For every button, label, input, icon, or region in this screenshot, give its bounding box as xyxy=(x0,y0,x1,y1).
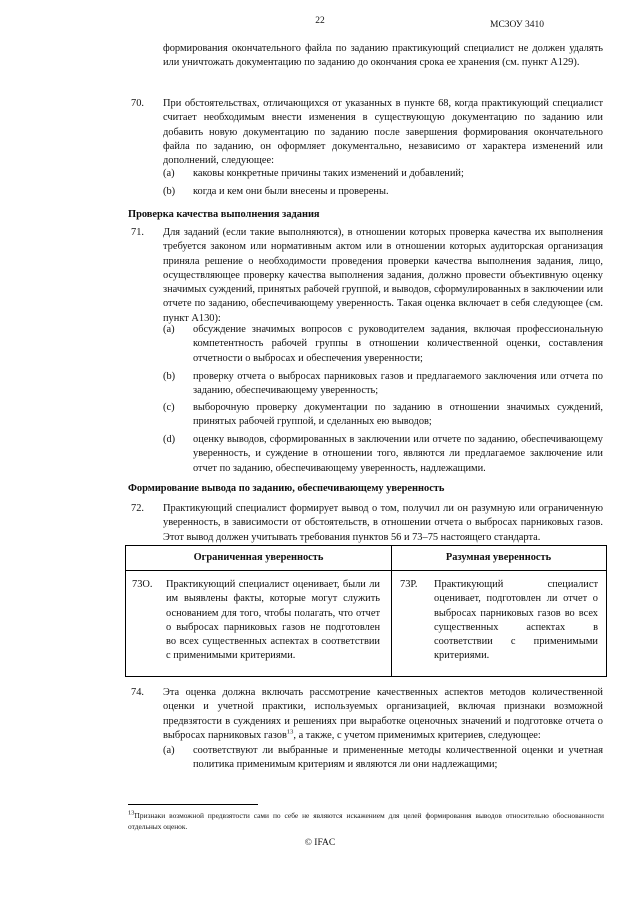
table-header-divider xyxy=(126,570,606,571)
paragraph-71-item-a-text: обсуждение значимых вопросов с руководителем задания, включая профессиональную компетентность рабочей группы в отношении количественной оценки, составления отчетности о выбросах и обеспечения уверенности; xyxy=(193,324,603,364)
heading-quality-review: Проверка качества выполнения задания xyxy=(128,209,320,220)
assurance-table xyxy=(125,545,607,677)
paragraph-70-text: При обстоятельствах, отличающихся от указанных в пункте 68, когда практикующий специалист считает необходимым внести изменения в существующую документацию по заданию или добавить новую документацию по заданию после завершения формирования окончательного файла по заданию, он оформляет документально, независимо от характера изменений или дополнений, следующее: xyxy=(163,98,603,167)
paragraph-74-item-a-label: (a) xyxy=(163,745,175,756)
paragraph-71-item-a-label: (a) xyxy=(163,324,175,335)
footnote-marker: 13 xyxy=(128,809,135,817)
paragraph-71-item-d-text: оценку выводов, сформированных в заключении или отчете по заданию, обеспечивающему уверенность, и суждение в отношении того, являются ли предлагаемое заключение или отчет по заданию, обеспечивающему уверенность, надлежащими. xyxy=(193,434,603,474)
paragraph-70-number: 70. xyxy=(131,98,144,109)
table-header-reasonable: Разумная уверенность xyxy=(445,552,552,563)
paragraph-71-item-c-text: выборочную проверку документации по заданию в отношении значимых суждений, принятых рабочей группой, и сделанных ею выводов; xyxy=(193,402,603,428)
footnote xyxy=(128,810,604,832)
paragraph-74-item-a-text: соответствуют ли выбранные и примененные методы количественной оценки и учетная политика применимым критериям и являются ли они надлежащими; xyxy=(193,745,603,771)
paragraph-74-text-main: Эта оценка должна включать рассмотрение качественных аспектов методов количественной оценки и учетной практики, используемых организацией, включая признаки возможной предвзятости в суждениях и решениях при выработке оценочных значений и подготовке отчета о выбросах парниковых газов xyxy=(163,687,603,741)
heading-conclusion: Формирование вывода по заданию, обеспечивающему уверенность xyxy=(128,483,445,494)
paragraph-70-item-b-label: (b) xyxy=(163,186,176,197)
footnote-text: Признаки возможной предвзятости сами по себе не являются искажением для целей формирования выводов относительно обоснованности отдельных оценок. xyxy=(128,811,604,831)
table-left-number: 73О. xyxy=(132,579,153,590)
paragraph-70-item-b-text: когда и кем они были внесены и проверены. xyxy=(193,186,389,197)
paragraph-70-item-a-label: (a) xyxy=(163,168,175,179)
table-column-divider xyxy=(391,546,392,676)
paragraph-71-text: Для заданий (если такие выполняются), в отношении которых проверка качества их выполнения требуется законом или нормативным актом или в отношении которых аудиторская организация приняла решение о необходимости проведения проверки качества выполнения задания, лицо, осуществляющее проверку качества выполнения задания, должно провести объективную оценку значимых суждений, принятых рабочей группой, и выводов, сформулированных в заключении или отчете по заданию, обеспечивающему уверенность. Такая оценка включает в себя следующее (см. пункт A130): xyxy=(163,227,603,324)
paragraph-72-text: Практикующий специалист формирует вывод о том, получил ли он разумную или ограниченную уверенность, в зависимости от обстоятельств, в отношении отчета о выбросах парниковых газов. Этот вывод должен учитывать требования пунктов 56 и 73–75 настоящего стандарта. xyxy=(163,503,603,543)
table-right-number: 73Р. xyxy=(400,579,418,590)
page-number: 22 xyxy=(315,16,325,26)
document-id: МСЗОУ 3410 xyxy=(490,20,544,30)
paragraph-71-number: 71. xyxy=(131,227,144,238)
paragraph-71-item-b-label: (b) xyxy=(163,371,176,382)
paragraph-71-item-b-text: проверку отчета о выбросах парниковых газов и предлагаемого заключения или отчета по заданию, обеспечивающему уверенность; xyxy=(193,371,603,397)
footnote-separator xyxy=(128,804,258,805)
paragraph-70-item-a-text: каковы конкретные причины таких изменений и добавлений; xyxy=(193,168,464,179)
paragraph-74-text xyxy=(163,686,603,743)
paragraph-74-number: 74. xyxy=(131,687,144,698)
footnote-reference: 13 xyxy=(286,728,294,736)
continuation-paragraph: формирования окончательного файла по заданию практикующий специалист не должен удалять или уничтожать документацию по заданию до окончания срока ее хранения (см. пункт A129). xyxy=(163,43,603,69)
table-header-limited: Ограниченная уверенность xyxy=(193,552,324,563)
paragraph-71-item-d-label: (d) xyxy=(163,434,176,445)
table-right-text: Практикующий специалист оценивает, подготовлен ли отчет о выбросах парниковых газов во всех существенных аспектах в соответствии с применимыми критериями. xyxy=(434,579,598,662)
table-left-text: Практикующий специалист оценивает, были ли им выявлены факты, которые могут служить основанием для того, чтобы полагать, что отчет о выбросах парниковых газов не подготовлен во всех существенных аспектах в соответствии с применимыми критериями. xyxy=(166,579,380,662)
paragraph-74-text-end: , а также, с учетом применимых критериев, следующее: xyxy=(293,729,541,741)
paragraph-71-item-c-label: (c) xyxy=(163,402,175,413)
footer-copyright: © IFAC xyxy=(304,838,336,848)
paragraph-72-number: 72. xyxy=(131,503,144,514)
